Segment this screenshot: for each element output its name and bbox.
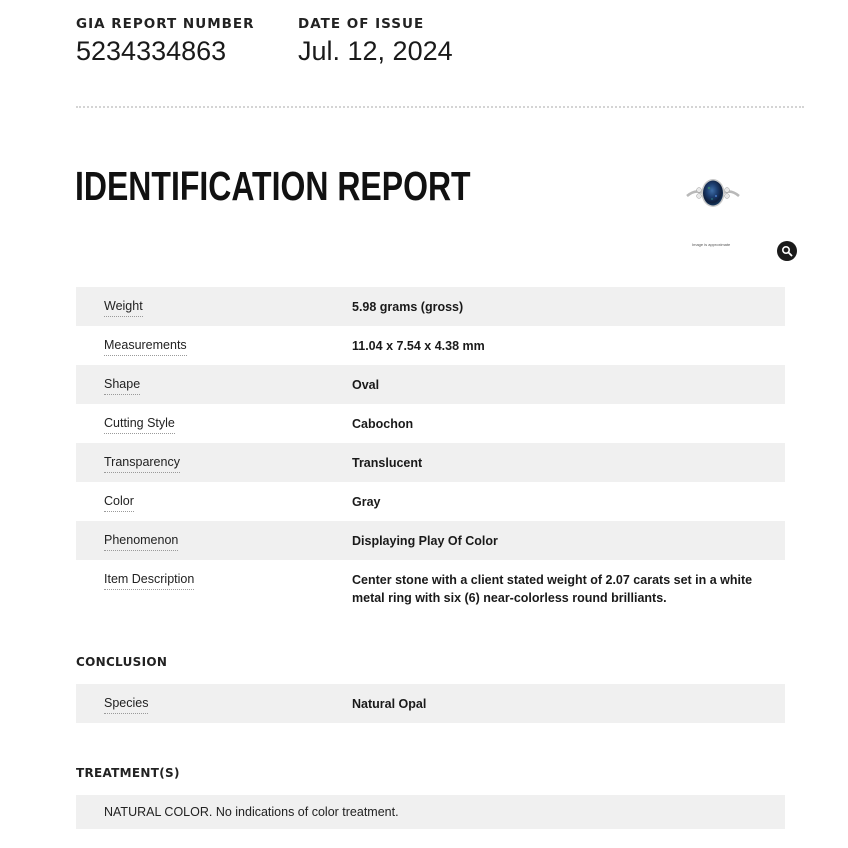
detail-label-cutting-style: Cutting Style bbox=[104, 416, 175, 434]
detail-value-color: Gray bbox=[352, 495, 381, 509]
date-of-issue-label: DATE OF ISSUE bbox=[298, 16, 425, 32]
detail-label-color: Color bbox=[104, 494, 134, 512]
detail-label-measurements: Measurements bbox=[104, 338, 187, 356]
zoom-button[interactable] bbox=[777, 241, 797, 261]
detail-value-shape: Oval bbox=[352, 365, 785, 404]
report-number-label: GIA REPORT NUMBER bbox=[76, 16, 255, 32]
detail-label-transparency: Transparency bbox=[104, 455, 180, 473]
detail-value-phenomenon: Displaying Play Of Color bbox=[352, 521, 785, 560]
detail-value-transparency: Translucent bbox=[352, 443, 785, 482]
table-row bbox=[76, 404, 785, 443]
treatments-row bbox=[76, 795, 785, 829]
report-title: IDENTIFICATION REPORT bbox=[75, 163, 471, 209]
details-table bbox=[76, 287, 785, 618]
conclusion-value-species: Natural Opal bbox=[352, 684, 785, 723]
table-row bbox=[76, 684, 785, 723]
detail-value-item-description: Center stone with a client stated weight of 2.07 carats set in a white metal ring with six (6) near-colorless round brilliants. bbox=[352, 573, 753, 605]
detail-value-weight: 5.98 grams (gross) bbox=[352, 287, 785, 326]
treatments-text: NATURAL COLOR. No indications of color treatment. bbox=[104, 805, 399, 819]
image-caption: Image is approximate bbox=[692, 242, 731, 247]
table-row bbox=[76, 521, 785, 560]
detail-label-item-description: Item Description bbox=[104, 572, 194, 590]
conclusion-heading: CONCLUSION bbox=[76, 655, 168, 669]
table-row bbox=[76, 560, 785, 618]
table-row bbox=[76, 287, 785, 326]
detail-label-weight: Weight bbox=[104, 299, 143, 317]
ring-image bbox=[685, 176, 741, 210]
treatments-heading: TREATMENT(S) bbox=[76, 766, 180, 780]
date-of-issue-block bbox=[298, 16, 453, 67]
table-row bbox=[76, 443, 785, 482]
conclusion-table bbox=[76, 684, 785, 723]
report-number-block bbox=[76, 16, 255, 67]
conclusion-label-species: Species bbox=[104, 696, 148, 714]
header-divider bbox=[76, 106, 804, 108]
table-row bbox=[76, 326, 785, 365]
table-row bbox=[76, 365, 785, 404]
search-icon bbox=[781, 245, 793, 257]
detail-value-cutting-style: Cabochon bbox=[352, 417, 414, 431]
detail-value-measurements: 11.04 x 7.54 x 4.38 mm bbox=[352, 339, 485, 353]
detail-label-phenomenon: Phenomenon bbox=[104, 533, 178, 551]
detail-label-shape: Shape bbox=[104, 377, 140, 395]
date-of-issue: Jul. 12, 2024 bbox=[298, 36, 453, 66]
report-number: 5234334863 bbox=[76, 36, 227, 66]
table-row bbox=[76, 482, 785, 521]
